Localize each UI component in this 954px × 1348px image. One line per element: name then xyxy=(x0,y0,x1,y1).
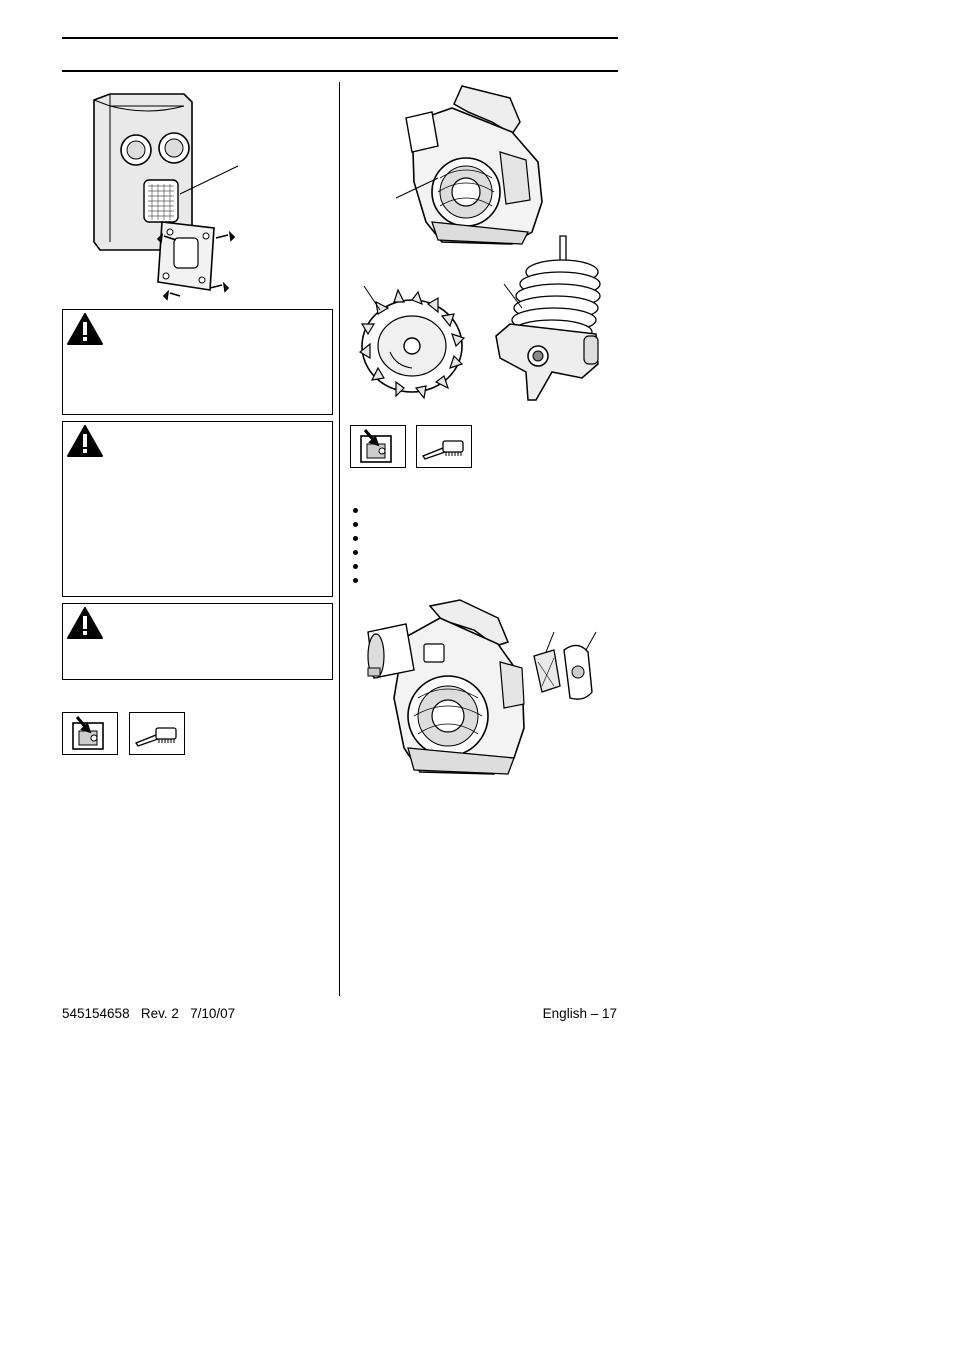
warning-triangle-icon xyxy=(67,607,103,644)
footer-document-info xyxy=(62,1006,235,1021)
warning-triangle-icon xyxy=(67,313,103,350)
warning-box-1 xyxy=(62,309,333,415)
muffler-illustration xyxy=(88,92,258,304)
part-number: 545154658 xyxy=(62,1006,130,1021)
stop-switch-icon xyxy=(62,712,118,755)
page-number: 17 xyxy=(601,1006,617,1021)
warning-box-3 xyxy=(62,603,333,680)
warning-triangle-icon xyxy=(67,425,103,462)
cleaning-brush-icon xyxy=(129,712,185,755)
blower-engine-illustration xyxy=(392,82,552,252)
header-rule-bottom xyxy=(62,70,618,72)
cleaning-brush-icon-right xyxy=(416,425,472,468)
stop-switch-icon-right xyxy=(350,425,406,468)
cylinder-illustration xyxy=(486,232,606,404)
revision-date: 7/10/07 xyxy=(190,1006,236,1021)
footer-page-info: English – 17 xyxy=(542,1006,617,1021)
blower-air-filter-illustration xyxy=(364,598,604,788)
flywheel-illustration xyxy=(356,282,476,402)
header-rule-top xyxy=(62,37,618,39)
footer-language: English xyxy=(542,1006,587,1021)
revision: Rev. 2 xyxy=(140,1006,179,1021)
column-divider xyxy=(339,82,340,996)
warning-box-2 xyxy=(62,421,333,597)
